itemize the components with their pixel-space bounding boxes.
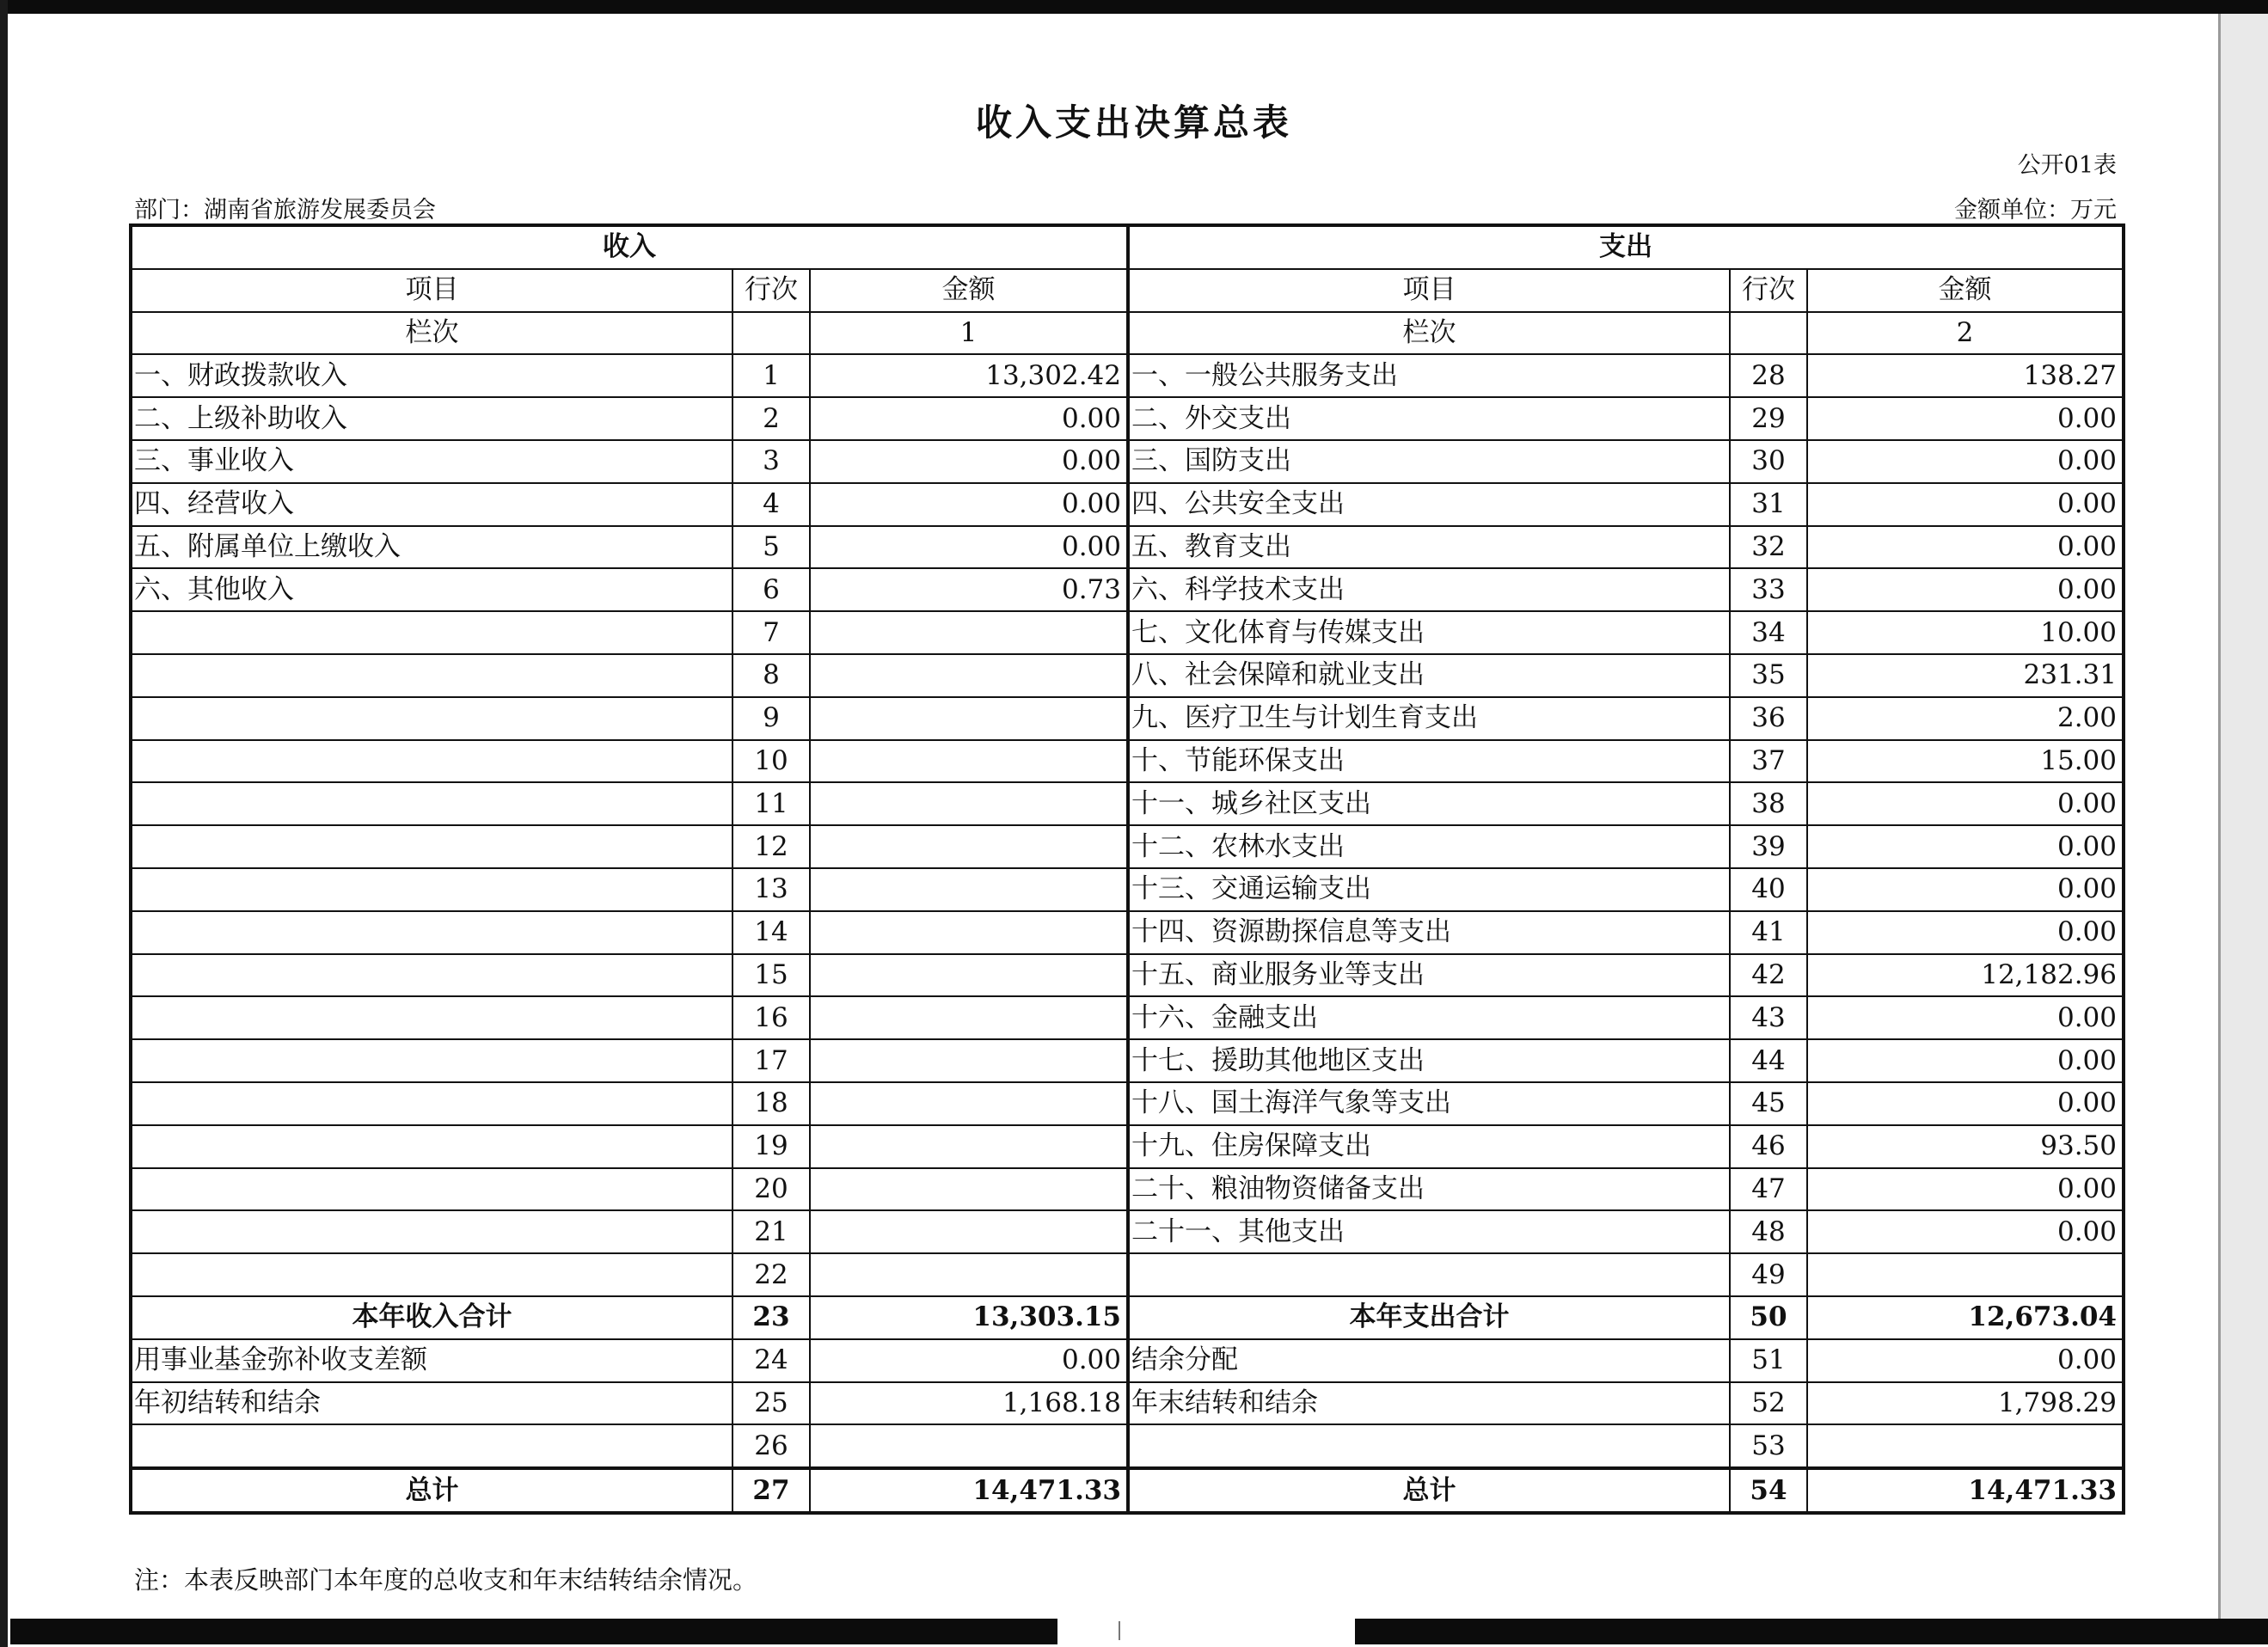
- expense-item-cell: 二十一、其他支出: [1128, 1210, 1730, 1253]
- income-line-cell: 14: [733, 911, 810, 954]
- subtotal-row: [131, 1296, 2124, 1339]
- expense-item-cell: 十三、交通运输支出: [1128, 868, 1730, 911]
- expense-line-cell: 28: [1730, 354, 1807, 397]
- amount-unit-label: 金额单位：万元: [1954, 197, 2117, 223]
- income-line-cell: 2: [733, 397, 810, 440]
- total-row: [131, 1468, 2124, 1513]
- income-item-cell: [131, 954, 733, 997]
- income-item-cell: [131, 740, 733, 783]
- income-line-cell: 17: [733, 1039, 810, 1082]
- expense-item-cell: 总计: [1128, 1468, 1730, 1513]
- expense-column-index-blank: [1730, 312, 1807, 355]
- income-item-cell: [131, 697, 733, 740]
- income-line-cell: 13: [733, 868, 810, 911]
- income-item-cell: [131, 1424, 733, 1468]
- table-row: [131, 1168, 2124, 1211]
- income-amount-cell: 14,471.33: [810, 1468, 1128, 1513]
- income-line-cell: 1: [733, 354, 810, 397]
- table-row: [131, 1382, 2124, 1425]
- income-amount-cell: [810, 1210, 1128, 1253]
- expense-line-cell: 41: [1730, 911, 1807, 954]
- income-amount-cell: [810, 1039, 1128, 1082]
- expense-line-cell: 47: [1730, 1168, 1807, 1211]
- group-header-row: [131, 225, 2124, 269]
- expense-item-cell: 四、公共安全支出: [1128, 483, 1730, 526]
- expense-item-cell: 二、外交支出: [1128, 397, 1730, 440]
- table-row: [131, 825, 2124, 868]
- table-row: [131, 483, 2124, 526]
- income-amount-cell: [810, 1168, 1128, 1211]
- table-row: [131, 782, 2124, 825]
- expense-amount-cell: 10.00: [1807, 611, 2124, 654]
- income-line-cell: 12: [733, 825, 810, 868]
- income-line-cell: 20: [733, 1168, 810, 1211]
- income-amount-cell: [810, 996, 1128, 1039]
- department-label: 部门：湖南省旅游发展委员会: [134, 197, 436, 223]
- income-item-cell: [131, 1210, 733, 1253]
- expense-line-cell: 34: [1730, 611, 1807, 654]
- income-amount-cell: [810, 782, 1128, 825]
- income-line-cell: 16: [733, 996, 810, 1039]
- income-item-cell: [131, 1168, 733, 1211]
- expense-amount-cell: 231.31: [1807, 654, 2124, 697]
- expense-amount-cell: 0.00: [1807, 1339, 2124, 1382]
- income-item-cell: 六、其他收入: [131, 568, 733, 611]
- expense-line-cell: 52: [1730, 1382, 1807, 1425]
- expense-amount-cell: 0.00: [1807, 1168, 2124, 1211]
- table-row: [131, 1082, 2124, 1125]
- income-item-cell: 三、事业收入: [131, 440, 733, 483]
- expense-line-cell: 37: [1730, 740, 1807, 783]
- expense-line-cell: 45: [1730, 1082, 1807, 1125]
- income-line-cell: 5: [733, 526, 810, 569]
- expense-line-cell: 33: [1730, 568, 1807, 611]
- income-item-cell: 本年收入合计: [131, 1296, 733, 1339]
- income-line-cell: 15: [733, 954, 810, 997]
- expense-amount-cell: 0.00: [1807, 911, 2124, 954]
- income-amount-cell: [810, 1253, 1128, 1296]
- table-row: [131, 740, 2124, 783]
- scan-center-mark: [1119, 1621, 1120, 1640]
- income-amount-cell: [810, 911, 1128, 954]
- table-row: [131, 354, 2124, 397]
- expense-item-cell: 九、医疗卫生与计划生育支出: [1128, 697, 1730, 740]
- income-line-cell: 10: [733, 740, 810, 783]
- expense-line-cell: 49: [1730, 1253, 1807, 1296]
- income-item-cell: [131, 782, 733, 825]
- expense-line-cell: 53: [1730, 1424, 1807, 1468]
- income-item-cell: [131, 611, 733, 654]
- table-row: [131, 1339, 2124, 1382]
- expense-line-cell: 42: [1730, 954, 1807, 997]
- expense-item-cell: 七、文化体育与传媒支出: [1128, 611, 1730, 654]
- income-amount-cell: [810, 654, 1128, 697]
- income-item-cell: [131, 654, 733, 697]
- expense-amount-cell: 93.50: [1807, 1125, 2124, 1168]
- expense-group-header: 支出: [1128, 225, 2124, 269]
- expense-amount-cell: 0.00: [1807, 868, 2124, 911]
- income-item-cell: [131, 1082, 733, 1125]
- expense-line-cell: 51: [1730, 1339, 1807, 1382]
- income-amount-cell: 0.00: [810, 526, 1128, 569]
- expense-amount-cell: 0.00: [1807, 1082, 2124, 1125]
- income-line-cell: 24: [733, 1339, 810, 1382]
- income-amount-cell: [810, 825, 1128, 868]
- expense-amount-cell: 1,798.29: [1807, 1382, 2124, 1425]
- footnote: 注：本表反映部门本年度的总收支和年末结转结余情况。: [134, 1565, 758, 1595]
- expense-amount-cell: 0.00: [1807, 397, 2124, 440]
- income-item-cell: [131, 911, 733, 954]
- table-row: [131, 568, 2124, 611]
- income-line-cell: 9: [733, 697, 810, 740]
- expense-line-cell: 36: [1730, 697, 1807, 740]
- income-amount-header: 金额: [810, 269, 1128, 312]
- expense-item-cell: 十、节能环保支出: [1128, 740, 1730, 783]
- income-line-cell: 21: [733, 1210, 810, 1253]
- document-title: 收入支出决算总表: [975, 101, 1292, 144]
- column-header-row: [131, 269, 2124, 312]
- income-line-cell: 4: [733, 483, 810, 526]
- income-line-cell: 25: [733, 1382, 810, 1425]
- income-item-cell: [131, 996, 733, 1039]
- table-row: [131, 996, 2124, 1039]
- scan-border-right: [2218, 14, 2268, 1621]
- expense-line-cell: 46: [1730, 1125, 1807, 1168]
- income-item-cell: [131, 1253, 733, 1296]
- expense-line-cell: 35: [1730, 654, 1807, 697]
- income-line-cell: 3: [733, 440, 810, 483]
- table-row: [131, 440, 2124, 483]
- expense-item-cell: 十九、住房保障支出: [1128, 1125, 1730, 1168]
- expense-amount-cell: 0.00: [1807, 996, 2124, 1039]
- expense-line-cell: 44: [1730, 1039, 1807, 1082]
- expense-amount-cell: 0.00: [1807, 825, 2124, 868]
- expense-amount-cell: 0.00: [1807, 568, 2124, 611]
- expense-amount-cell: 0.00: [1807, 526, 2124, 569]
- expense-amount-cell: 0.00: [1807, 483, 2124, 526]
- expense-amount-cell: 12,673.04: [1807, 1296, 2124, 1339]
- scan-border-left: [0, 0, 8, 1647]
- income-line-cell: 22: [733, 1253, 810, 1296]
- income-amount-cell: 1,168.18: [810, 1382, 1128, 1425]
- income-column-index-blank: [733, 312, 810, 355]
- expense-item-cell: 十七、援助其他地区支出: [1128, 1039, 1730, 1082]
- expense-line-cell: 31: [1730, 483, 1807, 526]
- income-expense-table: [129, 223, 2125, 1515]
- table-row: [131, 697, 2124, 740]
- expense-line-cell: 38: [1730, 782, 1807, 825]
- income-amount-cell: [810, 1082, 1128, 1125]
- income-amount-cell: 0.00: [810, 483, 1128, 526]
- table-row: [131, 911, 2124, 954]
- table-row: [131, 954, 2124, 997]
- income-item-cell: [131, 1039, 733, 1082]
- income-amount-cell: [810, 611, 1128, 654]
- income-line-cell: 19: [733, 1125, 810, 1168]
- table-row: [131, 526, 2124, 569]
- column-index-row: [131, 312, 2124, 355]
- expense-amount-cell: 14,471.33: [1807, 1468, 2124, 1513]
- expense-item-cell: [1128, 1424, 1730, 1468]
- expense-line-cell: 54: [1730, 1468, 1807, 1513]
- income-line-cell: 11: [733, 782, 810, 825]
- expense-item-cell: 八、社会保障和就业支出: [1128, 654, 1730, 697]
- expense-line-cell: 39: [1730, 825, 1807, 868]
- income-amount-cell: 13,303.15: [810, 1296, 1128, 1339]
- table-row: [131, 1253, 2124, 1296]
- expense-amount-cell: 15.00: [1807, 740, 2124, 783]
- expense-item-cell: 结余分配: [1128, 1339, 1730, 1382]
- expense-line-cell: 29: [1730, 397, 1807, 440]
- income-amount-cell: [810, 740, 1128, 783]
- expense-item-cell: 本年支出合计: [1128, 1296, 1730, 1339]
- income-item-cell: 总计: [131, 1468, 733, 1513]
- table-row: [131, 1039, 2124, 1082]
- income-amount-cell: [810, 954, 1128, 997]
- expense-amount-cell: [1807, 1424, 2124, 1468]
- expense-item-cell: 十四、资源勘探信息等支出: [1128, 911, 1730, 954]
- expense-line-cell: 40: [1730, 868, 1807, 911]
- expense-item-cell: 十六、金融支出: [1128, 996, 1730, 1039]
- income-line-header: 行次: [733, 269, 810, 312]
- income-group-header: 收入: [131, 225, 1128, 269]
- scan-border-bottom-right: [1355, 1619, 2268, 1644]
- income-item-cell: [131, 825, 733, 868]
- table-row: [131, 397, 2124, 440]
- expense-line-cell: 30: [1730, 440, 1807, 483]
- expense-item-cell: 三、国防支出: [1128, 440, 1730, 483]
- table-row: [131, 1125, 2124, 1168]
- table-number: 公开01表: [2017, 152, 2117, 179]
- income-amount-cell: [810, 1424, 1128, 1468]
- income-item-cell: 五、附属单位上缴收入: [131, 526, 733, 569]
- income-item-cell: 年初结转和结余: [131, 1382, 733, 1425]
- expense-amount-cell: 138.27: [1807, 354, 2124, 397]
- income-column-index-label: 栏次: [131, 312, 733, 355]
- income-item-cell: 四、经营收入: [131, 483, 733, 526]
- income-amount-cell: 0.73: [810, 568, 1128, 611]
- expense-item-cell: 一、一般公共服务支出: [1128, 354, 1730, 397]
- table-row: [131, 1424, 2124, 1468]
- income-amount-cell: [810, 868, 1128, 911]
- expense-amount-cell: 2.00: [1807, 697, 2124, 740]
- income-line-cell: 18: [733, 1082, 810, 1125]
- expense-item-cell: [1128, 1253, 1730, 1296]
- expense-column-number: 2: [1807, 312, 2124, 355]
- table-row: [131, 1210, 2124, 1253]
- expense-item-cell: 二十、粮油物资储备支出: [1128, 1168, 1730, 1211]
- expense-column-index-label: 栏次: [1128, 312, 1730, 355]
- income-amount-cell: [810, 1125, 1128, 1168]
- expense-item-header: 项目: [1128, 269, 1730, 312]
- income-line-cell: 23: [733, 1296, 810, 1339]
- expense-item-cell: 十二、农林水支出: [1128, 825, 1730, 868]
- income-amount-cell: 0.00: [810, 1339, 1128, 1382]
- expense-line-header: 行次: [1730, 269, 1807, 312]
- expense-item-cell: 年末结转和结余: [1128, 1382, 1730, 1425]
- expense-line-cell: 43: [1730, 996, 1807, 1039]
- table-row: [131, 654, 2124, 697]
- income-item-header: 项目: [131, 269, 733, 312]
- expense-line-cell: 50: [1730, 1296, 1807, 1339]
- income-item-cell: [131, 868, 733, 911]
- table-row: [131, 868, 2124, 911]
- expense-amount-cell: 0.00: [1807, 440, 2124, 483]
- income-line-cell: 27: [733, 1468, 810, 1513]
- income-amount-cell: [810, 697, 1128, 740]
- income-item-cell: 一、财政拨款收入: [131, 354, 733, 397]
- expense-item-cell: 十八、国土海洋气象等支出: [1128, 1082, 1730, 1125]
- income-amount-cell: 0.00: [810, 397, 1128, 440]
- income-amount-cell: 13,302.42: [810, 354, 1128, 397]
- income-amount-cell: 0.00: [810, 440, 1128, 483]
- expense-line-cell: 32: [1730, 526, 1807, 569]
- income-item-cell: 用事业基金弥补收支差额: [131, 1339, 733, 1382]
- scan-border-top: [0, 0, 2268, 14]
- table-row: [131, 611, 2124, 654]
- income-item-cell: [131, 1125, 733, 1168]
- expense-amount-cell: 0.00: [1807, 1210, 2124, 1253]
- expense-line-cell: 48: [1730, 1210, 1807, 1253]
- expense-amount-cell: [1807, 1253, 2124, 1296]
- income-item-cell: 二、上级补助收入: [131, 397, 733, 440]
- income-line-cell: 8: [733, 654, 810, 697]
- income-line-cell: 7: [733, 611, 810, 654]
- expense-amount-header: 金额: [1807, 269, 2124, 312]
- expense-amount-cell: 12,182.96: [1807, 954, 2124, 997]
- expense-amount-cell: 0.00: [1807, 1039, 2124, 1082]
- expense-amount-cell: 0.00: [1807, 782, 2124, 825]
- income-line-cell: 26: [733, 1424, 810, 1468]
- scan-border-bottom-left: [10, 1619, 1057, 1644]
- expense-item-cell: 六、科学技术支出: [1128, 568, 1730, 611]
- income-line-cell: 6: [733, 568, 810, 611]
- expense-item-cell: 十一、城乡社区支出: [1128, 782, 1730, 825]
- expense-item-cell: 十五、商业服务业等支出: [1128, 954, 1730, 997]
- income-column-number: 1: [810, 312, 1128, 355]
- expense-item-cell: 五、教育支出: [1128, 526, 1730, 569]
